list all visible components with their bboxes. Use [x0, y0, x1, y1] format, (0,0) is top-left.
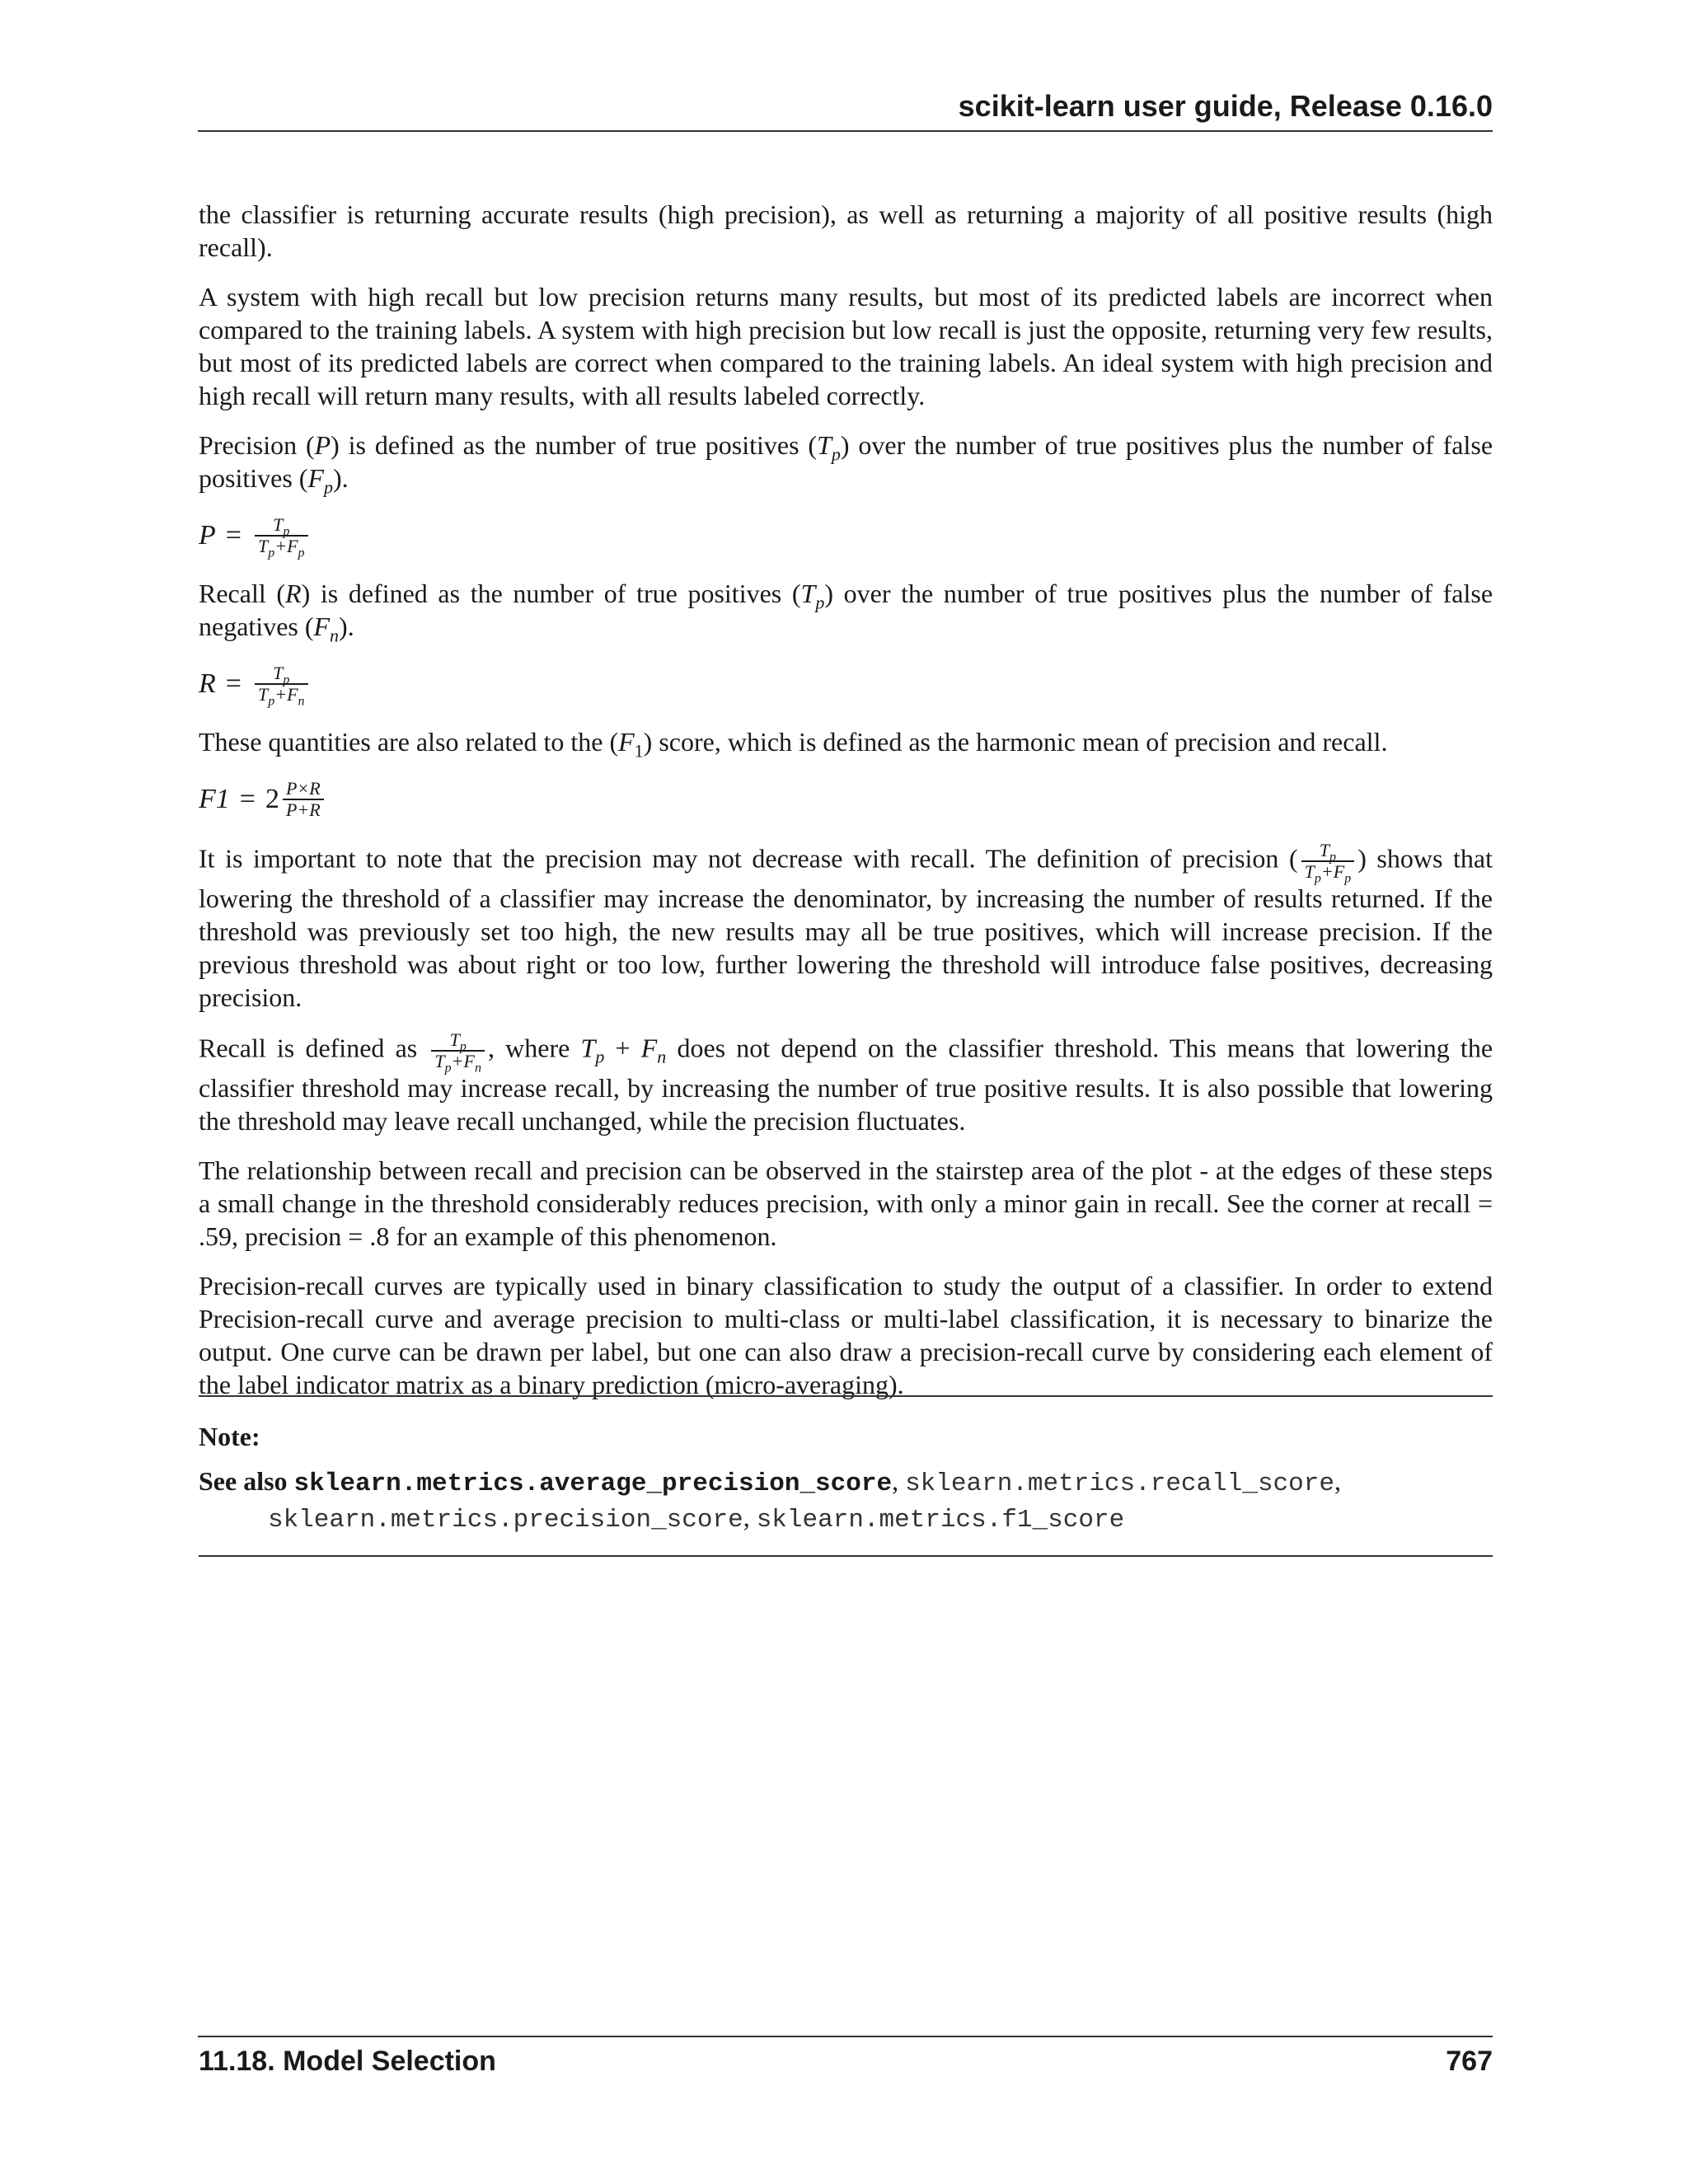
- paragraph-2: A system with high recall but low precision returns many results, but most of its predicted labels are incorrect when compared to the training labels. A system with high precision but low recall is just the opposite, returning very few results, but most of its predicted labels are correct when compared to the training labels. An ideal system with high precision and high recall will return many results, with all results labeled correctly.: [199, 282, 1493, 410]
- paragraph-f1-intro: These quantities are also related to the $(F_1)$ score, which is defined as the harmonic mean of precision and recall.: [199, 727, 1388, 762]
- link-precision-score[interactable]: sklearn.metrics.precision_score: [268, 1506, 743, 1535]
- note-title: Note:: [199, 1422, 260, 1451]
- equation-recall: R = $\frac{T_p}{T_p+F_n}$: [199, 659, 1493, 709]
- paragraph-1: the classifier is returning accurate results (high precision), as well as returning a majority of all positive results (high recall).: [199, 199, 1493, 262]
- fraction-recall: $\frac{T_p}{T_p+F_n}$: [255, 663, 308, 705]
- paragraph-recall-def: Recall (R) is defined as the number of true positives $(T_p)$ over the number of true positives plus the number of false negatives $(F_n)$.: [199, 579, 1493, 646]
- link-f1-score[interactable]: sklearn.metrics.f1_score: [756, 1506, 1125, 1535]
- see-also: See also sklearn.metrics.average_precision_score, sklearn.metrics.recall_score, sklearn.metrics.precision_score, sklearn.metrics.f1_score: [199, 1466, 1341, 1535]
- header-rule: [198, 130, 1493, 132]
- link-recall-score[interactable]: sklearn.metrics.recall_score: [905, 1469, 1334, 1498]
- paragraph-precision-threshold: It is important to note that the precision may not decrease with recall. The definition of precision ( $\frac{T_p}{T_p+F_p}$ ) shows that lowering the threshold of a classifier may increase the denominator, by increasing the number of results returned. If the threshold was previously set too high, the new results may all be true positives, which will increase precision. If the previous threshold was about right or too low, further lowering the threshold will introduce false positives, decreasing precision.: [199, 840, 1493, 1012]
- see-also-label: See also: [199, 1466, 288, 1496]
- main-content: [199, 198, 1493, 1418]
- note-box: [199, 1395, 1493, 1557]
- running-header: scikit-learn user guide, Release 0.16.0: [958, 89, 1493, 123]
- fraction-f1: $\frac{P\times R}{P+R}$: [283, 779, 324, 820]
- equation-precision: P = $\frac{T_p}{T_p+F_p}$: [199, 511, 1493, 560]
- equation-f1: F1 = 2 $\frac{P\times R}{P+R}$: [199, 775, 1493, 824]
- inline-fraction-precision: $\frac{T_p}{T_p+F_p}$: [1301, 841, 1355, 882]
- paragraph-multiclass: Precision-recall curves are typically used in binary classification to study the output of a classifier. In order to extend Precision-recall curve and average precision to multi-class or multi-label classification, it is necessary to binarize the output. One curve can be drawn per label, but one can also draw a precision-recall curve by considering each element of the label indicator matrix as a binary prediction (micro-averaging).: [199, 1271, 1493, 1399]
- inline-fraction-recall: $\frac{T_p}{T_p+F_n}$: [431, 1030, 485, 1071]
- paragraph-precision-def: Precision (P) is defined as the number of true positives $(T_p)$ over the number of true positives plus the number of false positives $(F_p)$.: [199, 430, 1493, 498]
- footer-rule: [198, 2036, 1493, 2037]
- paragraph-stairstep: The relationship between recall and precision can be observed in the stairstep area of the plot - at the edges of these steps a small change in the threshold considerably reduces precision, with only a minor gain in recall. See the corner at recall = .59, precision = .8 for an example of this phenomenon.: [199, 1155, 1493, 1251]
- paragraph-recall-threshold: Recall is defined as $\frac{T_p}{T_p+F_n}$ , where $T_p + F_n$ does not depend on the classifier threshold. This means that lowering the classifier threshold may increase recall, by increasing the number of true positive results. It is also possible that lowering the threshold may leave recall unchanged, while the precision fluctuates.: [199, 1029, 1493, 1136]
- link-average-precision-score[interactable]: sklearn.metrics.average_precision_score: [293, 1469, 893, 1498]
- page-number: 767: [1446, 2046, 1493, 2077]
- footer-section: 11.18. Model Selection: [199, 2046, 496, 2077]
- fraction-precision: $\frac{T_p}{T_p+F_p}$: [255, 515, 308, 556]
